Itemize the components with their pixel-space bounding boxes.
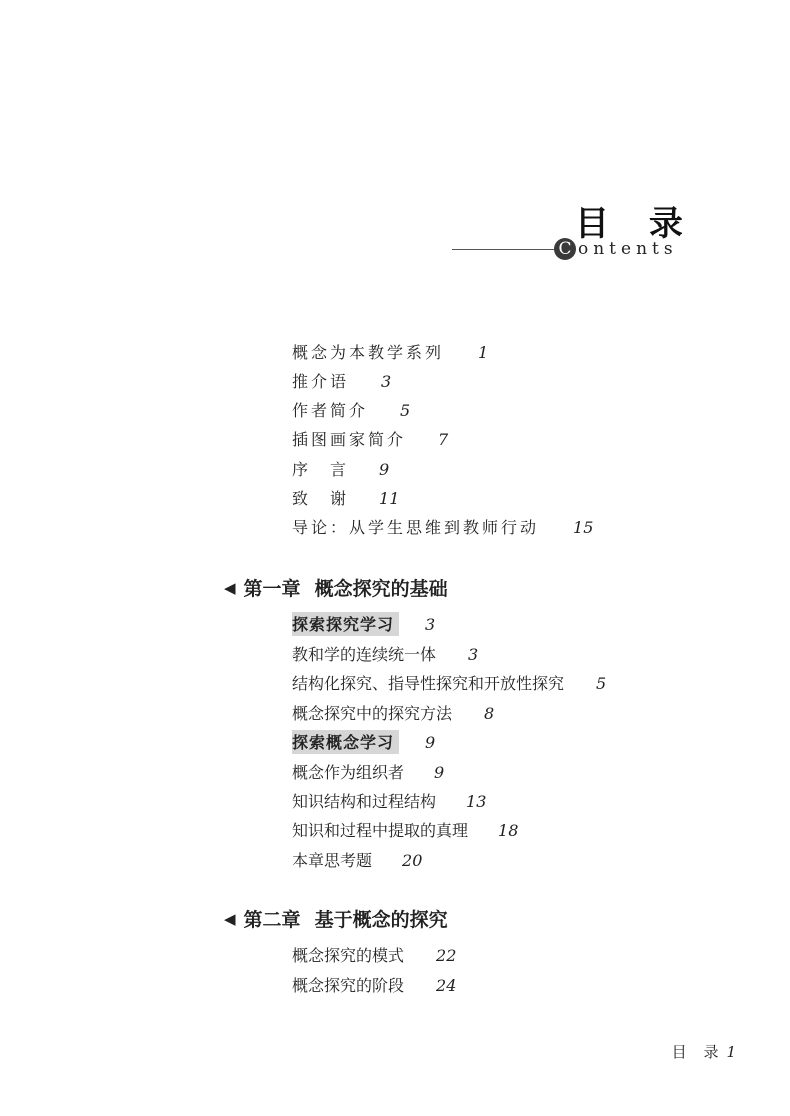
toc-entry[interactable] [292,427,448,450]
page-footer [672,1041,736,1062]
toc-entry-page: 3 [425,615,436,634]
toc-entry-title: 概念探究的模式 [292,946,405,965]
toc-entry-title: 导论：从学生思维到教师行动 [292,518,540,537]
toc-entry-page: 9 [434,763,445,782]
toc-entry[interactable] [292,789,486,812]
toc-entry-page: 9 [425,733,436,752]
toc-section[interactable] [292,612,435,636]
toc-entry[interactable] [292,973,456,996]
toc-entry[interactable] [292,642,478,665]
toc-entry-page: 20 [402,851,423,870]
toc-entry[interactable] [292,848,422,871]
toc-entry-page: 3 [468,645,479,664]
toc-entry[interactable] [292,943,456,966]
toc-entry-title: 结构化探究、指导性探究和开放性探究 [292,674,565,693]
contents-subtitle-text: ontents [578,239,678,259]
toc-entry-title: 教和学的连续统一体 [292,645,437,664]
toc-entry-page: 13 [466,792,487,811]
chapter-title: 基于概念的探究 [314,909,448,931]
toc-entry[interactable] [292,515,593,538]
toc-entry-title: 概念探究的阶段 [292,976,405,995]
toc-entry-title: 插图画家简介 [292,430,407,449]
toc-entry[interactable] [292,760,444,783]
toc-entry[interactable] [292,398,410,421]
toc-entry[interactable] [292,369,391,392]
toc-entry-title: 概念探究中的探究方法 [292,704,453,723]
toc-section-title: 探索概念学习 [292,730,399,754]
toc-entry-title: 概念作为组织者 [292,763,405,782]
triangle-left-icon: ◀ [224,909,236,928]
toc-entry[interactable] [292,701,494,724]
toc-entry-title: 序 言 [292,460,350,479]
toc-title: 目 录 [575,204,697,244]
toc-entry[interactable] [292,340,488,363]
toc-entry-title: 致 谢 [292,489,350,508]
toc-entry-title: 知识结构和过程结构 [292,792,437,811]
page-number: 1 [726,1043,736,1061]
chapter-title: 概念探究的基础 [314,578,448,600]
toc-entry-title: 推介语 [292,372,350,391]
toc-entry-title: 知识和过程中提取的真理 [292,821,469,840]
chapter-heading[interactable] [224,905,448,932]
toc-entry[interactable] [292,457,389,480]
toc-section[interactable] [292,730,435,754]
toc-entry[interactable] [292,671,606,694]
toc-entry-title: 本章思考题 [292,851,373,870]
toc-entry-page: 18 [498,821,519,840]
contents-subtitle [452,238,678,260]
chapter-number: 第二章 [243,909,301,931]
toc-entry-page: 22 [436,946,457,965]
toc-entry-page: 24 [436,976,457,995]
toc-entry[interactable] [292,818,518,841]
toc-entry-page: 3 [381,372,392,391]
contents-initial-badge: C [554,238,576,260]
toc-entry-page: 7 [438,430,449,449]
toc-entry-page: 5 [596,674,607,693]
decorative-rule [452,249,554,250]
triangle-left-icon: ◀ [224,578,236,597]
toc-section-title: 探索探究学习 [292,612,399,636]
toc-entry-page: 15 [573,518,594,537]
toc-entry-page: 5 [400,401,411,420]
toc-entry-title: 概念为本教学系列 [292,343,445,362]
toc-entry-page: 9 [379,460,390,479]
toc-entry[interactable] [292,486,399,509]
chapter-heading[interactable] [224,574,448,601]
chapter-number: 第一章 [243,578,301,600]
toc-entry-page: 1 [478,343,489,362]
toc-entry-title: 作者简介 [292,401,369,420]
toc-entry-page: 11 [379,489,400,508]
toc-entry-page: 8 [484,704,495,723]
footer-label: 目 录 [671,1043,725,1061]
